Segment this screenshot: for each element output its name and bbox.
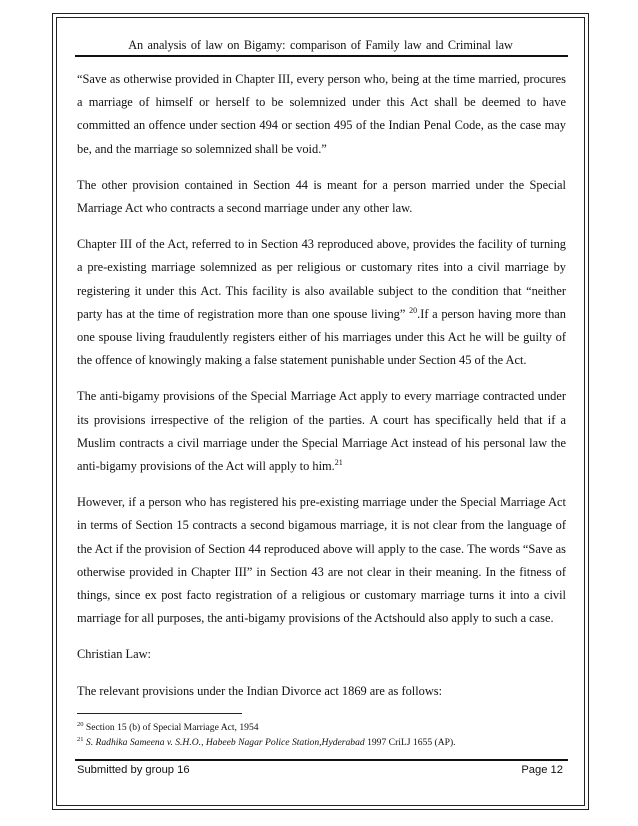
section-heading-christian-law: Christian Law: [77,647,151,662]
paragraph-anti-bigamy-text: The anti-bigamy provisions of the Special Marriage Act apply to every marriage contracted under its provisions irrespective of the religion of the parties. A court has specifically held that if a Muslim contracts a civil marriage under the Special Marriage Act instead of his personal law the anti-bigamy provisions of the Act will apply to him. [77,389,566,474]
footnote-rule [77,713,242,714]
paragraph-quote: “Save as otherwise provided in Chapter III, every person who, being at the time married, procures a marriage of himself or herself to be solemnized under this Act shall be deemed to have committed an offence under section 494 or section 495 of the Indian Penal Code, as the case may be, and the marriage so solemnized shall be void.” [77,72,566,156]
footnotes [77,719,566,748]
header-rule [75,55,568,57]
footnote-21-number: 21 [77,735,84,743]
paragraph-section-44: The other provision contained in Section 44 is meant for a person married under the Special Marriage Act who contracts a second marriage under any other law. [77,177,566,216]
footnote-ref-21: 21 [334,457,343,467]
paragraph-chapter-iii-text-a: Chapter III of the Act, referred to in Section 43 reproduced above, provides the facility of turning a pre-existing marriage solemnized as per religious or customary rites into a civil marriage by registering it under this Act. This facility is also available subject to the condition that “neither party has at the time of registration more than one spouse living” [77,237,566,321]
paragraph-chapter-iii [77,233,566,372]
page-body [77,68,566,716]
footnote-ref-20: 20 [409,305,418,315]
footnote-20-number: 20 [77,721,84,728]
page-header: An analysis of law on Bigamy: comparison of Family law and Criminal law [128,38,513,52]
footer-submitted-by: Submitted by group 16 [77,764,190,776]
footer-rule [75,759,568,761]
footer-page-number: Page 12 [521,764,563,776]
paragraph-indian-divorce-act: The relevant provisions under the Indian Divorce act 1869 are as follows: [77,683,443,698]
footnote-20 [77,719,566,734]
paragraph-chapter-iii-text-b: .If a person having more than one spouse living fraudulently registers either of his marriages under this Act he will be guilty of the offence of knowingly making a false statement punishable under Section 45 of the Act. [77,306,567,368]
footnote-21-case-name: S. Radhika Sameena v. S.H.O., Habeeb Nagar Police Station,Hyderabad [83,736,365,748]
footnote-21 [77,734,566,749]
paragraph-anti-bigamy [77,385,566,478]
paragraph-section-15: However, if a person who has registered his pre-existing marriage under the Special Marriage Act in terms of Section 15 contracts a second bigamous marriage, it is not clear from the language of the Act if the provision of Section 44 reproduced above will apply to the case. The words “Save as otherwise provided in Chapter III” in Section 43 are not clear in their meaning. In the fitness of things, since ex post facto registration of a religious or customary marriage turns it into a civil marriage for all purposes, the anti-bigamy provisions of the Actshould also apply to such a case. [77,495,566,626]
footnote-20-text: Section 15 (b) of Special Marriage Act, 1954 [83,722,259,734]
footnote-21-citation: 1997 CriLJ 1655 (AP). [364,736,456,748]
